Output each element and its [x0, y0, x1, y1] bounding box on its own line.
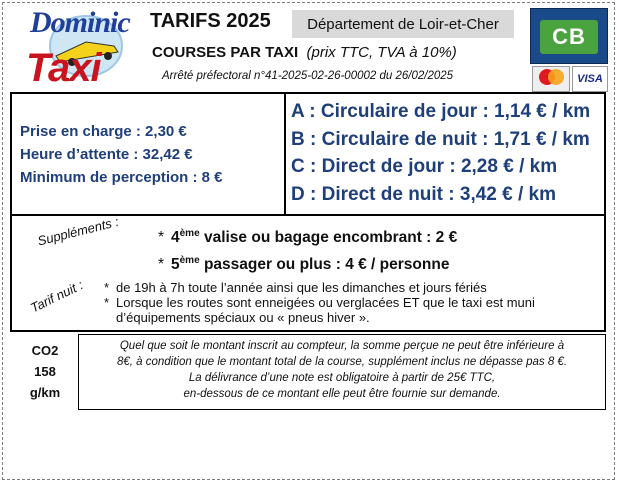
visa-card-icon: VISA	[572, 66, 608, 92]
fee-pickup: Prise en charge : 2,30 €	[20, 123, 187, 140]
night-tariff-label: Tarif nuit :	[28, 277, 86, 316]
night-condition-weather-text: Lorsque les routes sont enneigées ou verglacées ET que le taxi est muni	[116, 295, 535, 310]
cb-card-label: CB	[552, 24, 586, 49]
night-tariff-conditions	[104, 280, 604, 325]
km-rates	[291, 98, 590, 208]
logo-text-dominic: Dominic	[30, 6, 130, 39]
supplement-ordinal-suffix: ème	[179, 255, 200, 267]
rate-a: A : Circulaire de jour : 1,14 € / km	[291, 101, 591, 122]
rates-divider	[284, 92, 286, 216]
rate-c: C : Direct de jour : 2,28 € / km	[291, 156, 558, 177]
supplement-ordinal: 4	[171, 229, 180, 247]
bullet-star: *	[104, 280, 110, 295]
subtitle-main: COURSES PAR TAXI	[152, 44, 299, 61]
night-condition-weather	[104, 295, 604, 310]
co2-label: CO2	[31, 343, 59, 358]
department-badge: Département de Loir-et-Cher	[292, 10, 514, 38]
supplements-list	[158, 222, 457, 276]
rate-d: D : Direct de nuit : 3,42 € / km	[291, 183, 557, 205]
page-title: TARIFS 2025	[150, 10, 271, 32]
bullet-star: *	[104, 295, 110, 310]
base-fees	[20, 120, 223, 189]
fee-minimum: Minimum de perception : 8 €	[20, 169, 223, 186]
note-line: Quel que soit le montant inscrit au compteur, la somme perçue ne peut être inférieure à	[119, 340, 565, 352]
subtitle	[152, 44, 457, 61]
prefectoral-decree: Arrêté préfectoral n°41-2025-02-26-00002 du 26/02/2025	[162, 70, 454, 82]
night-condition-hours-text: de 19h à 7h toute l’année ainsi que les dimanches et jours fériés	[116, 280, 487, 295]
fee-waiting: Heure d’attente : 32,42 €	[20, 146, 193, 163]
legal-note	[80, 338, 604, 402]
co2-info	[20, 340, 70, 403]
co2-value: 158	[34, 364, 56, 379]
note-line: La délivrance d’une note est obligatoire à partir de 25€ TTC,	[188, 372, 496, 384]
supplement-ordinal: 5	[171, 256, 180, 274]
mastercard-icon	[532, 66, 570, 92]
rate-b: B : Circulaire de nuit : 1,71 € / km	[291, 128, 590, 150]
supplement-passenger	[158, 249, 457, 276]
note-line: 8€, à condition que le montant total de la course, supplément inclus ne dépasse pas 8 €.	[116, 356, 568, 368]
supplement-text: passager ou plus : 4 € / personne	[199, 256, 450, 274]
supplements-label: Suppléments :	[36, 213, 121, 249]
supplement-luggage	[158, 222, 457, 249]
logo-text-taxi: Taxi	[26, 46, 101, 90]
night-condition-hours	[104, 280, 604, 295]
note-line: en-dessous de ce montant elle peut être fournie sur demande.	[183, 388, 501, 400]
supplement-ordinal-suffix: ème	[179, 228, 200, 239]
bullet-star: *	[158, 256, 165, 274]
co2-unit: g/km	[29, 385, 61, 400]
subtitle-vat: (prix TTC, TVA à 10%)	[306, 44, 457, 61]
supplement-text: valise ou bagage encombrant : 2 €	[199, 229, 458, 247]
bullet-star: *	[158, 229, 165, 247]
night-condition-weather-cont: d’équipements spéciaux ou « pneus hiver ».	[116, 310, 370, 325]
